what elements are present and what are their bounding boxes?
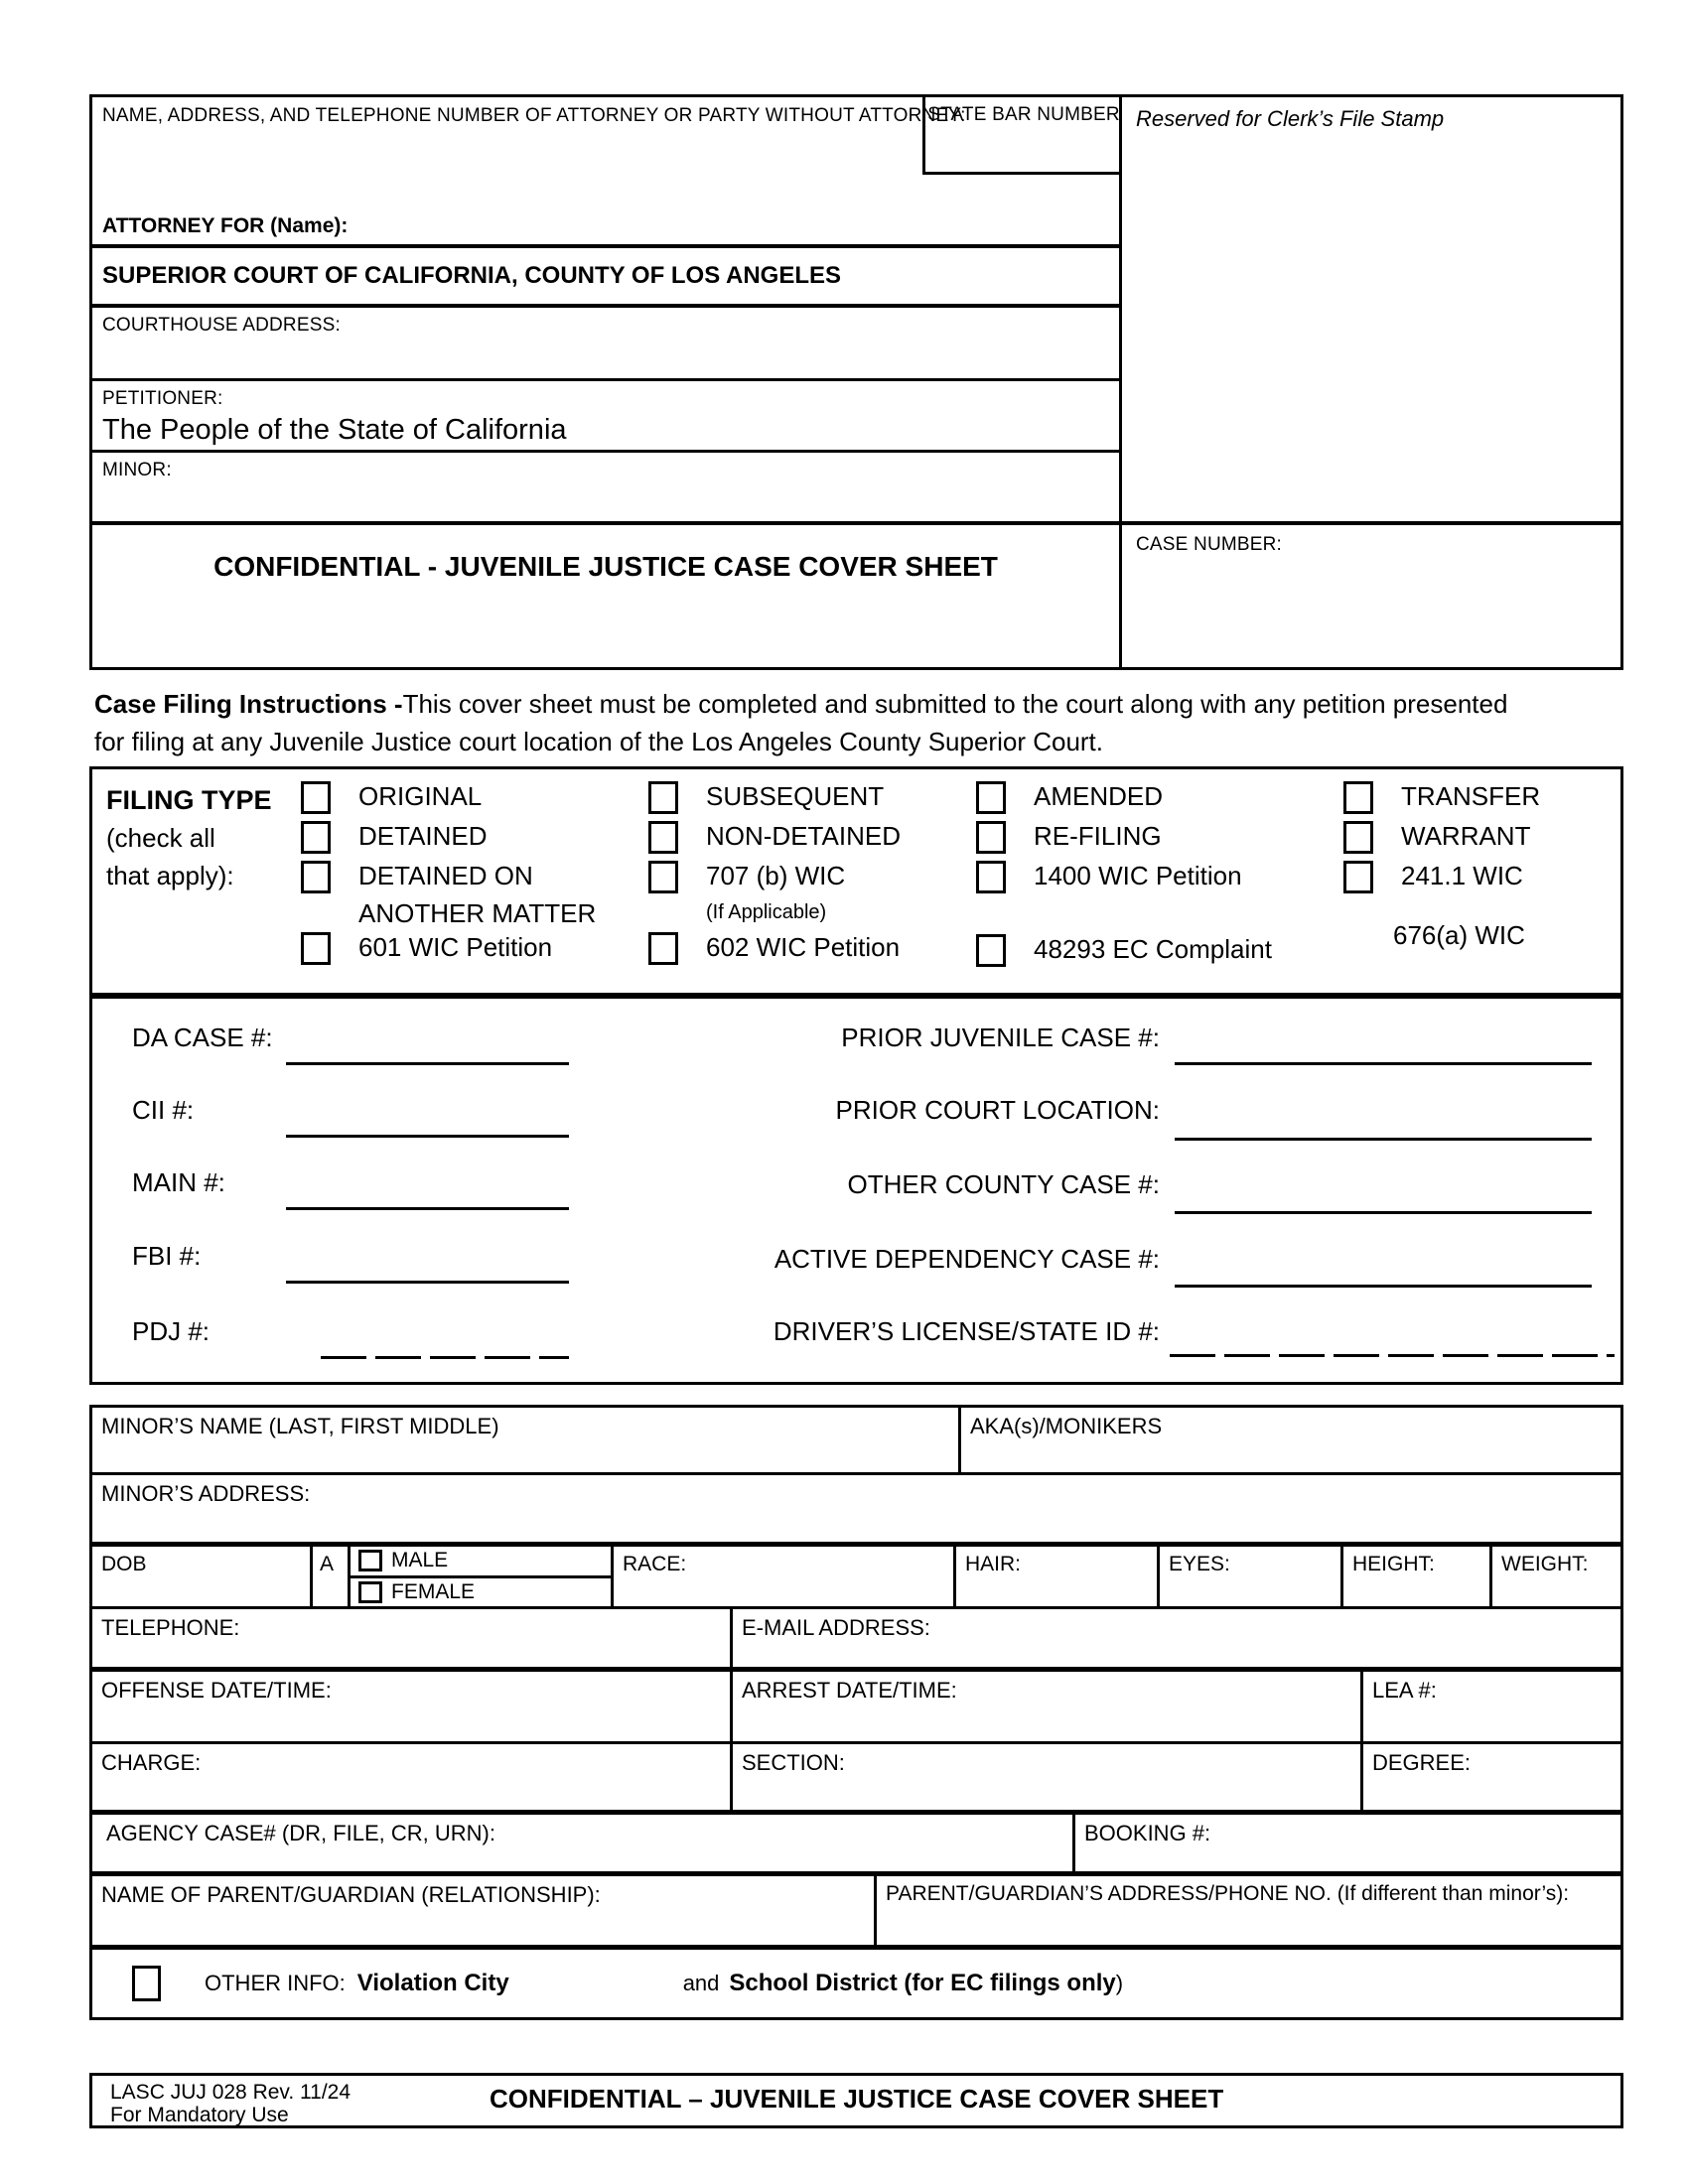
female-option[interactable]	[351, 1578, 611, 1607]
agency-case-cell[interactable]	[92, 1815, 1075, 1871]
fbi-label: FBI #:	[132, 1241, 202, 1271]
offense-datetime-cell[interactable]	[92, 1672, 733, 1741]
filing-option-label: WARRANT	[1401, 821, 1531, 851]
hair-cell[interactable]	[956, 1547, 1160, 1606]
table-row	[92, 1609, 1620, 1672]
parent-guardian-name-cell[interactable]	[92, 1876, 877, 1945]
male-option[interactable]	[351, 1547, 611, 1578]
other-info-row	[92, 1950, 1620, 2017]
other-info-close-paren: )	[1115, 1971, 1124, 1995]
booking-label: BOOKING #:	[1084, 1821, 1211, 1845]
filing-option-label: TRANSFER	[1401, 781, 1541, 811]
checkbox-non-detained[interactable]	[648, 821, 678, 854]
charge-cell[interactable]	[92, 1744, 733, 1810]
cii-label: CII #:	[132, 1095, 195, 1125]
prior-juvenile-case-label: PRIOR JUVENILE CASE #:	[841, 1023, 1160, 1052]
checkbox-male[interactable]	[358, 1550, 382, 1571]
school-district-label: School District (for EC filings only	[729, 1970, 1116, 1996]
form-id: LASC JUJ 028 Rev. 11/24	[110, 2081, 352, 2104]
prior-court-location-field[interactable]	[1175, 1138, 1592, 1141]
filing-option-label: 48293 EC Complaint	[1034, 934, 1272, 964]
email-cell[interactable]	[733, 1609, 1620, 1667]
footer-title: CONFIDENTIAL – JUVENILE JUSTICE CASE COVER SHEET	[490, 2084, 1224, 2114]
lea-label: LEA #:	[1372, 1678, 1437, 1703]
filing-option-label: SUBSEQUENT	[706, 781, 885, 811]
petitioner-label: PETITIONER:	[102, 388, 223, 409]
checkbox-refiling[interactable]	[976, 821, 1006, 854]
lea-cell[interactable]	[1363, 1672, 1620, 1741]
checkbox-241-1-wic[interactable]	[1343, 861, 1373, 893]
minors-name-cell[interactable]	[92, 1408, 961, 1472]
active-dependency-case-label: ACTIVE DEPENDENCY CASE #:	[774, 1244, 1160, 1274]
filing-option-label2: ANOTHER MATTER	[358, 898, 597, 928]
checkbox-1400-wic[interactable]	[976, 861, 1006, 893]
header-left-column	[92, 97, 1122, 667]
filing-type-label: FILING TYPE (check all that apply):	[106, 785, 272, 890]
active-dependency-case-field[interactable]	[1175, 1285, 1592, 1288]
petitioner-value: The People of the State of California	[102, 414, 567, 446]
minors-address-cell[interactable]	[92, 1475, 1620, 1542]
other-info-and: and	[682, 1971, 720, 1995]
filing-option-label: RE-FILING	[1034, 821, 1162, 851]
agency-case-label: AGENCY CASE# (DR, FILE, CR, URN):	[106, 1821, 495, 1845]
aka-monikers-cell[interactable]	[961, 1408, 1620, 1472]
table-row	[92, 1815, 1620, 1876]
eyes-cell[interactable]	[1160, 1547, 1343, 1606]
height-label: HEIGHT:	[1352, 1553, 1435, 1575]
section-label: SECTION:	[742, 1750, 845, 1775]
degree-cell[interactable]	[1363, 1744, 1620, 1810]
instructions-body: This cover sheet must be completed and submitted to the court along with any petition presented for filing at any Juvenile Justice court location of the Los Angeles County Superior Court.	[94, 689, 1508, 756]
filing-option-label: ORIGINAL	[358, 781, 483, 811]
pdj-field[interactable]	[321, 1356, 569, 1359]
case-number-cell[interactable]	[1122, 525, 1620, 667]
court-name: SUPERIOR COURT OF CALIFORNIA, COUNTY OF LOS ANGELES	[92, 248, 1119, 308]
booking-cell[interactable]	[1075, 1815, 1620, 1871]
drivers-license-field[interactable]	[1170, 1354, 1615, 1357]
female-label: FEMALE	[391, 1579, 476, 1603]
section-cell[interactable]	[733, 1744, 1363, 1810]
da-case-field[interactable]	[286, 1062, 569, 1065]
minors-name-label: MINOR’S NAME (LAST, FIRST MIDDLE)	[101, 1414, 499, 1438]
pdj-label: PDJ #:	[132, 1316, 211, 1346]
case-ids-box	[89, 999, 1623, 1385]
footer-box	[89, 2073, 1623, 2128]
filing-option-label: 1400 WIC Petition	[1034, 861, 1242, 890]
attorney-info-label: NAME, ADDRESS, AND TELEPHONE NUMBER OF ATTORNEY OR PARTY WITHOUT ATTORNEY:	[102, 105, 966, 126]
clerk-stamp-area	[1122, 97, 1620, 525]
email-label: E-MAIL ADDRESS:	[742, 1615, 930, 1640]
filing-option-label-676a: 676(a) WIC	[1393, 920, 1525, 950]
male-label: MALE	[391, 1549, 449, 1572]
weight-label: WEIGHT:	[1501, 1553, 1589, 1575]
minor-cell[interactable]	[92, 453, 1119, 525]
other-county-case-field[interactable]	[1175, 1211, 1592, 1214]
violation-city-label: Violation City	[356, 1970, 509, 1996]
charge-label: CHARGE:	[101, 1750, 202, 1775]
minor-label: MINOR:	[102, 460, 172, 480]
filing-option-label: NON-DETAINED	[706, 821, 901, 851]
parent-guardian-address-cell[interactable]	[877, 1876, 1620, 1945]
filing-option-label: DETAINED	[358, 821, 488, 851]
telephone-cell[interactable]	[92, 1609, 733, 1667]
instructions-lead: Case Filing Instructions -	[94, 689, 403, 719]
checkbox-transfer[interactable]	[1343, 781, 1373, 814]
state-bar-number-label: STATE BAR NUMBER	[927, 104, 1120, 125]
prior-court-location-label: PRIOR COURT LOCATION:	[835, 1095, 1160, 1125]
header-caption-box	[89, 94, 1623, 670]
checkbox-other-info[interactable]	[132, 1966, 161, 2001]
eyes-label: EYES:	[1169, 1553, 1230, 1575]
state-bar-number-cell[interactable]	[922, 97, 1122, 175]
da-case-label: DA CASE #:	[132, 1023, 273, 1052]
sex-cell	[351, 1547, 614, 1606]
minors-address-label: MINOR’S ADDRESS:	[101, 1481, 311, 1506]
table-row	[92, 1547, 1620, 1609]
other-county-case-label: OTHER COUNTY CASE #:	[847, 1169, 1160, 1199]
weight-cell[interactable]	[1492, 1547, 1620, 1606]
telephone-label: TELEPHONE:	[101, 1615, 240, 1640]
petitioner-cell[interactable]	[92, 381, 1119, 453]
form-title: CONFIDENTIAL - JUVENILE JUSTICE CASE COVER SHEET	[213, 551, 998, 582]
drivers-license-label: DRIVER’S LICENSE/STATE ID #:	[773, 1316, 1160, 1346]
race-cell[interactable]	[614, 1547, 956, 1606]
minor-info-table	[89, 1405, 1623, 2020]
main-label: MAIN #:	[132, 1167, 225, 1197]
dob-label: DOB	[101, 1553, 147, 1575]
checkbox-amended[interactable]	[976, 781, 1006, 814]
age-cell[interactable]	[313, 1547, 351, 1606]
table-row	[92, 1672, 1620, 1744]
checkbox-detained[interactable]	[301, 821, 331, 854]
mandatory-use-note: For Mandatory Use	[110, 2104, 289, 2126]
case-number-label: CASE NUMBER:	[1136, 534, 1283, 555]
filing-option-label: 601 WIC Petition	[358, 932, 553, 962]
aka-monikers-label: AKA(s)/MONIKERS	[970, 1414, 1163, 1438]
courthouse-address-label: COURTHOUSE ADDRESS:	[102, 315, 341, 336]
filing-option-label: 602 WIC Petition	[706, 932, 901, 962]
checkbox-601-wic[interactable]	[301, 932, 331, 965]
filing-option-label: DETAINED ON	[358, 861, 533, 890]
table-row	[92, 1744, 1620, 1815]
header-right-column	[1122, 97, 1620, 667]
parent-guardian-name-label: NAME OF PARENT/GUARDIAN (RELATIONSHIP):	[101, 1882, 601, 1907]
filing-option-label: 241.1 WIC	[1401, 861, 1523, 890]
arrest-datetime-label: ARREST DATE/TIME:	[742, 1678, 957, 1703]
checkbox-48293-ec[interactable]	[976, 934, 1006, 967]
table-row	[92, 1408, 1620, 1475]
filing-option-label: 707 (b) WIC	[706, 861, 846, 890]
checkbox-detained-another-matter[interactable]	[301, 861, 331, 893]
prior-juvenile-case-field[interactable]	[1175, 1062, 1592, 1065]
case-filing-instructions	[94, 685, 1544, 760]
clerk-stamp-label: Reserved for Clerk’s File Stamp	[1136, 106, 1445, 131]
height-cell[interactable]	[1343, 1547, 1492, 1606]
fbi-field[interactable]	[286, 1281, 569, 1284]
dob-cell[interactable]	[92, 1547, 313, 1606]
courthouse-address-cell[interactable]	[92, 308, 1119, 381]
degree-label: DEGREE:	[1372, 1750, 1472, 1775]
race-label: RACE:	[623, 1553, 687, 1575]
table-row	[92, 1475, 1620, 1547]
filing-option-label: AMENDED	[1034, 781, 1164, 811]
checkbox-original[interactable]	[301, 781, 331, 814]
parent-guardian-address-label: PARENT/GUARDIAN’S ADDRESS/PHONE NO. (If different than minor’s):	[886, 1882, 1570, 1905]
arrest-datetime-cell[interactable]	[733, 1672, 1363, 1741]
filing-option-note: (If Applicable)	[706, 901, 827, 923]
cii-field[interactable]	[286, 1135, 569, 1138]
checkbox-warrant[interactable]	[1343, 821, 1373, 854]
attorney-for-label: ATTORNEY FOR (Name):	[102, 214, 349, 237]
checkbox-female[interactable]	[358, 1581, 382, 1603]
checkbox-602-wic[interactable]	[648, 932, 678, 965]
main-field[interactable]	[286, 1207, 569, 1210]
form-id-block	[110, 2081, 351, 2126]
other-info-label: OTHER INFO:	[205, 1971, 346, 1995]
checkbox-707b-wic[interactable]	[648, 861, 678, 893]
filing-type-box	[89, 766, 1623, 999]
age-label: A	[320, 1553, 335, 1575]
table-row	[92, 1876, 1620, 1950]
checkbox-subsequent[interactable]	[648, 781, 678, 814]
offense-datetime-label: OFFENSE DATE/TIME:	[101, 1678, 332, 1703]
hair-label: HAIR:	[965, 1553, 1022, 1575]
